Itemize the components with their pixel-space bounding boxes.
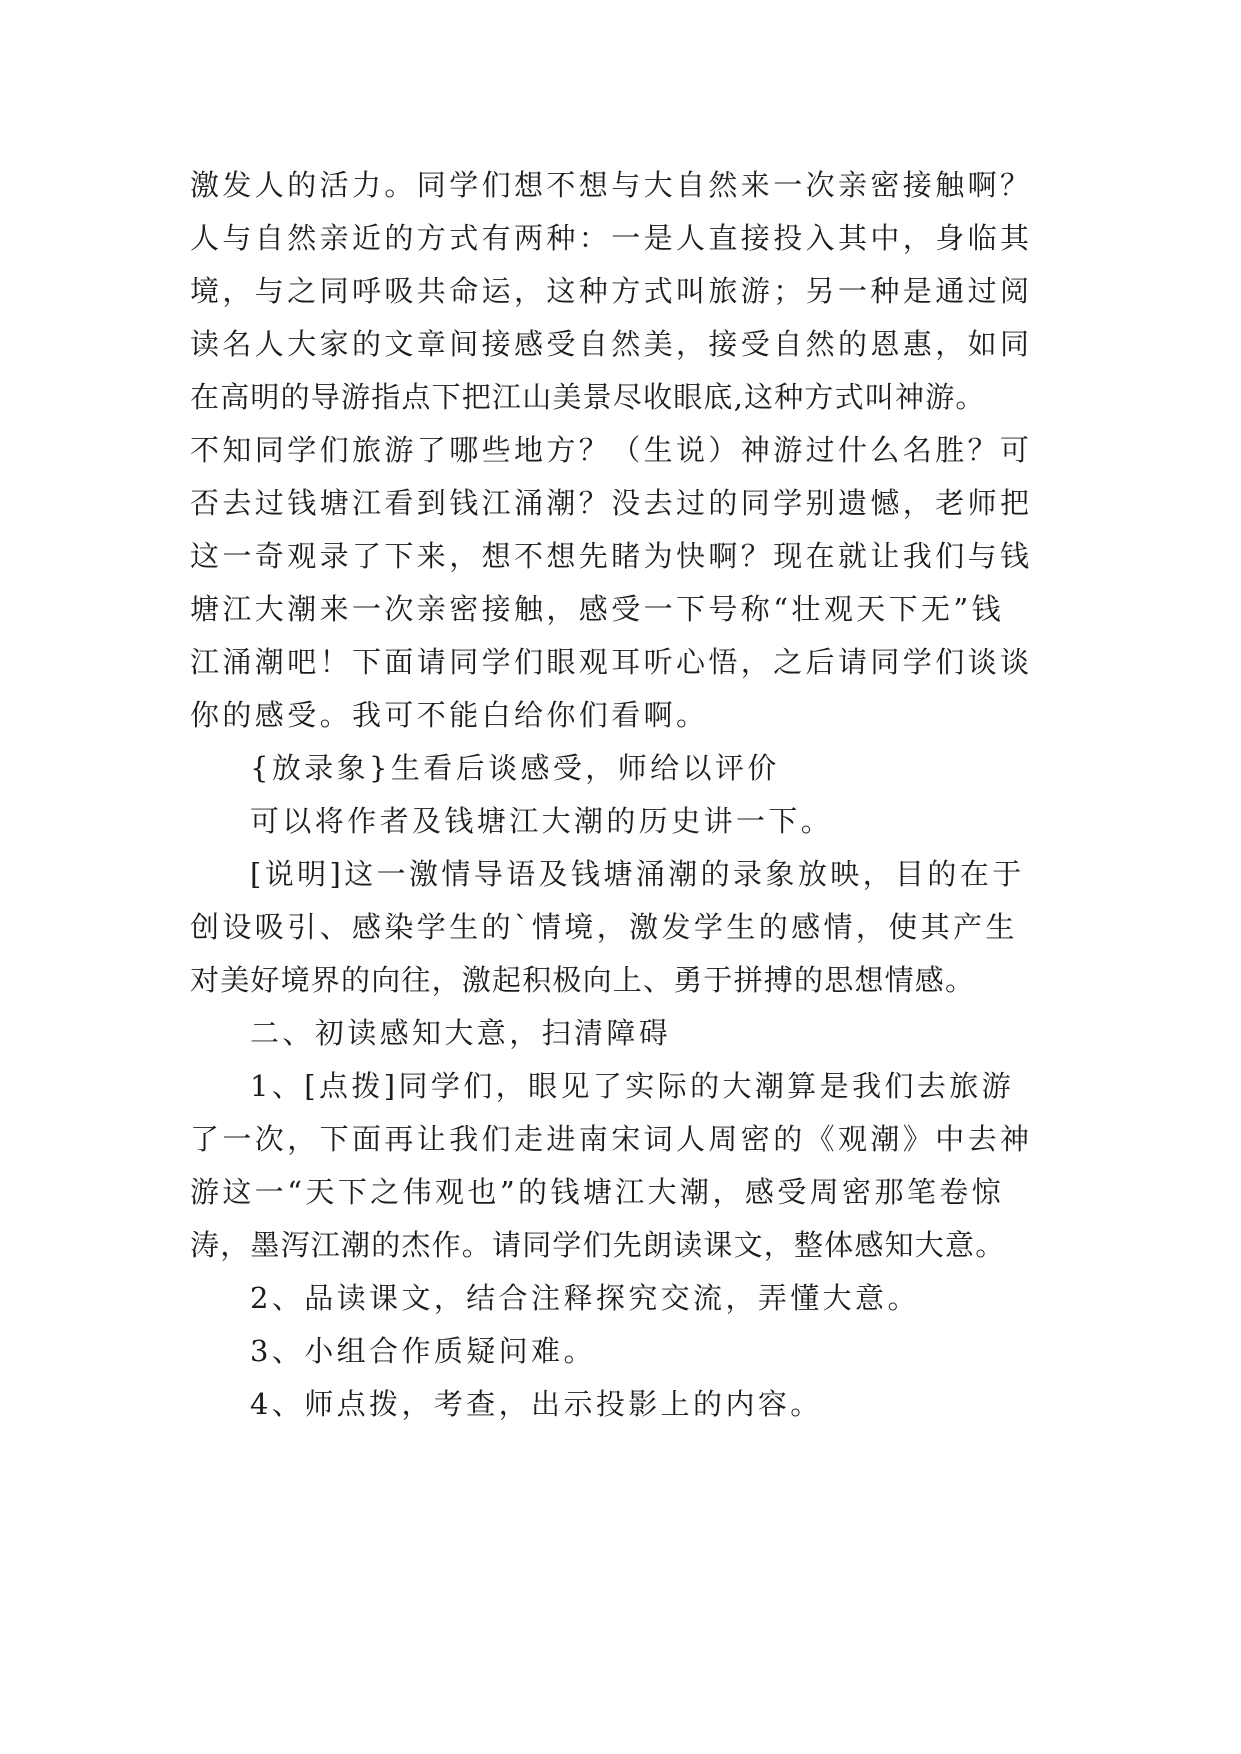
text-line: 江涌潮吧！下面请同学们眼观耳听心悟，之后请同学们谈谈	[190, 645, 1033, 679]
text-line: 创设吸引、感染学生的`情境，激发学生的感情，使其产生	[190, 910, 1018, 944]
text-line: 否去过钱塘江看到钱江涌潮？没去过的同学别遗憾，老师把	[190, 486, 1033, 520]
list-item: 3、小组合作质疑问难。	[250, 1334, 596, 1368]
text-line: 对美好境界的向往，激起积极向上、勇于拼搏的思想情感。	[190, 963, 976, 997]
text-line: 游这一“天下之伟观也”的钱塘江大潮，感受周密那笔卷惊	[190, 1175, 1005, 1209]
text-line: 你的感受。我可不能白给你们看啊。	[190, 698, 709, 732]
text-line: 可以将作者及钱塘江大潮的历史讲一下。	[250, 804, 834, 838]
text-line: 在高明的导游指点下把江山美景尽收眼底,这种方式叫神游。	[190, 380, 986, 414]
text-line: {放录象}生看后谈感受，师给以评价	[250, 751, 780, 785]
text-line: 人与自然亲近的方式有两种：一是人直接投入其中，身临其	[190, 221, 1033, 255]
text-line: [说明]这一激情导语及钱塘涌潮的录象放映，目的在于	[250, 857, 1025, 891]
text-line: 这一奇观录了下来，想不想先睹为快啊？现在就让我们与钱	[190, 539, 1033, 573]
list-item: 2、品读课文，结合注释探究交流，弄懂大意。	[250, 1281, 920, 1315]
text-line: 不知同学们旅游了哪些地方？（生说）神游过什么名胜？可	[190, 433, 1033, 467]
text-line: 涛，墨泻江潮的杰作。请同学们先朗读课文，整体感知大意。	[190, 1228, 1006, 1262]
text-line: 塘江大潮来一次亲密接触，感受一下号称“壮观天下无”钱	[190, 592, 1005, 626]
text-line: 了一次，下面再让我们走进南宋词人周密的《观潮》中去神	[190, 1122, 1033, 1156]
text-line: 1、[点拨]同学们，眼见了实际的大潮算是我们去旅游	[250, 1069, 1015, 1103]
text-line: 激发人的活力。同学们想不想与大自然来一次亲密接触啊？	[190, 168, 1033, 202]
section-heading: 二、初读感知大意，扫清障碍	[250, 1016, 672, 1050]
text-line: 境，与之同呼吸共命运，这种方式叫旅游；另一种是通过阅	[190, 274, 1033, 308]
list-item: 4、师点拨，考查，出示投影上的内容。	[250, 1387, 823, 1421]
text-line: 读名人大家的文章间接感受自然美，接受自然的恩惠，如同	[190, 327, 1033, 361]
